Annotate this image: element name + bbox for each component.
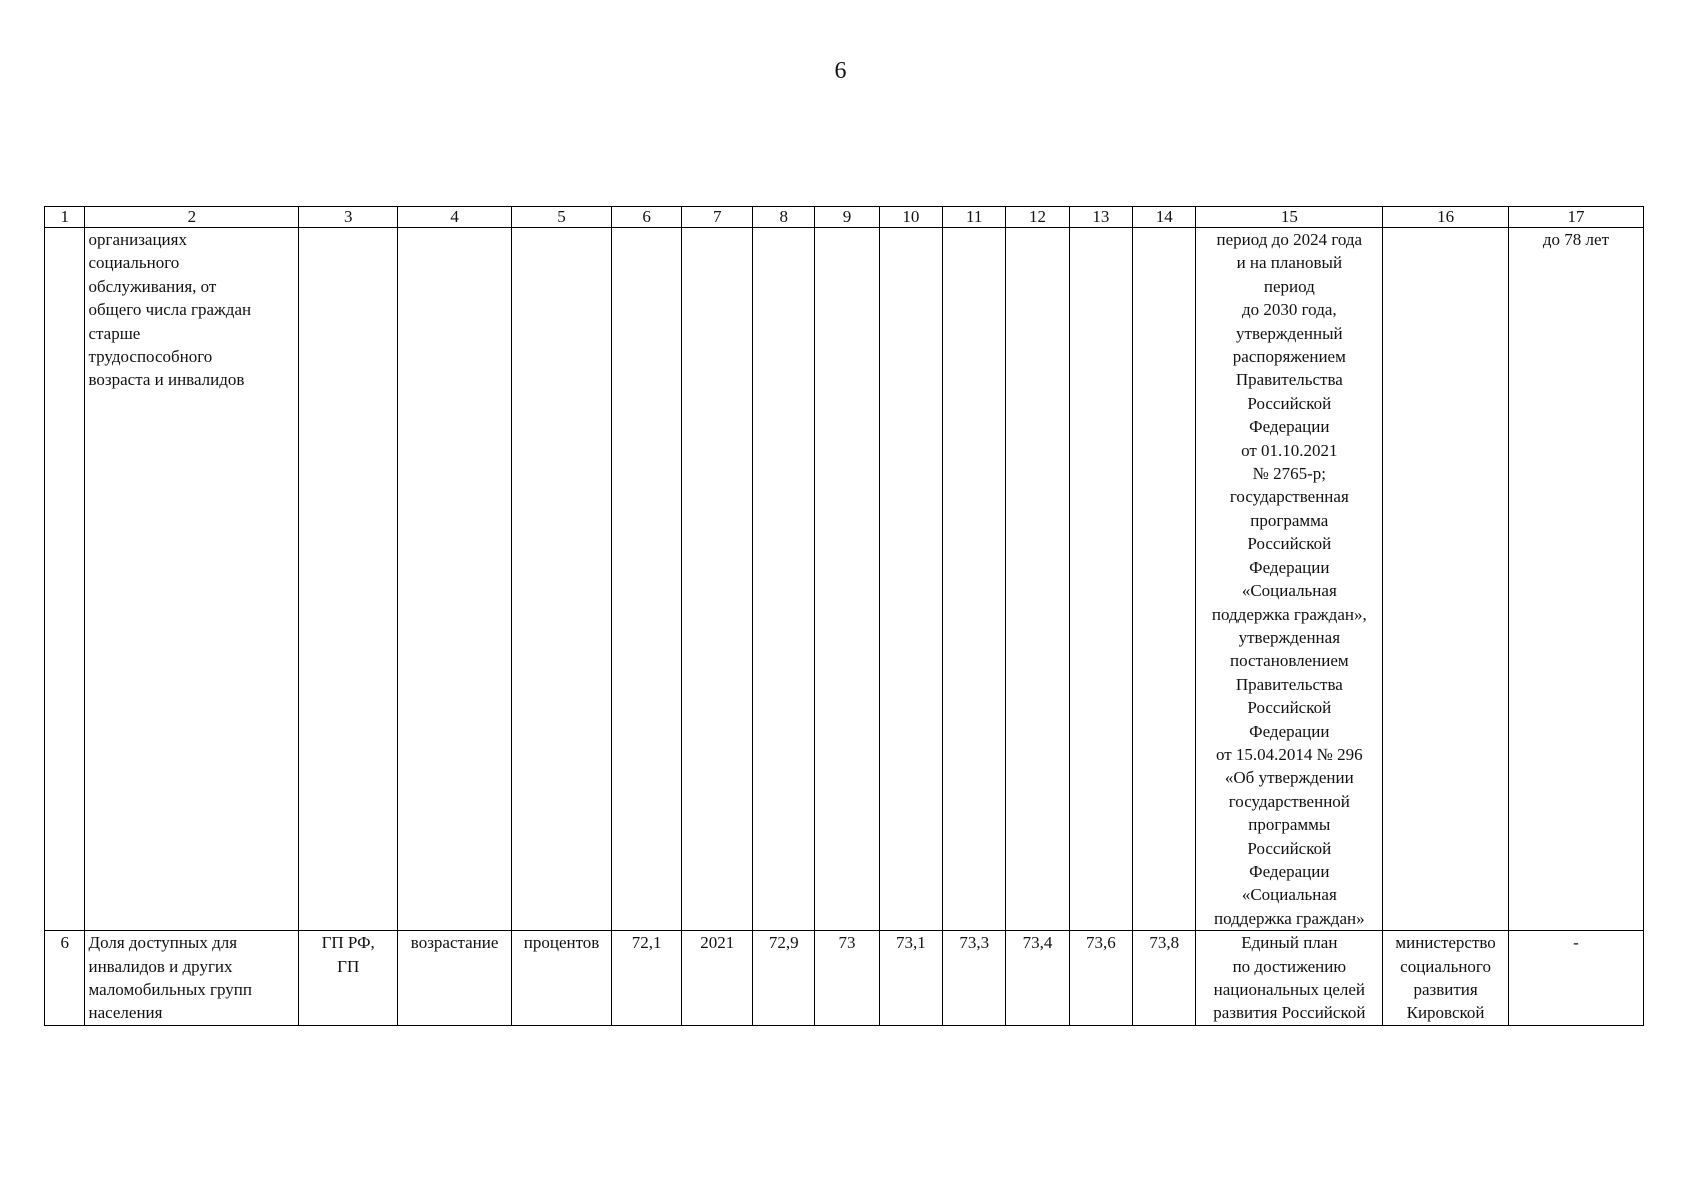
cell-line: Российской <box>1247 698 1332 718</box>
column-number: 6 <box>611 207 682 228</box>
cell-line: социального <box>88 253 180 273</box>
year-cell <box>682 228 753 931</box>
table-row <box>45 228 1644 931</box>
cell-line: социального <box>1400 956 1491 976</box>
cell-line: Российской <box>1247 534 1332 554</box>
column-number: 17 <box>1508 207 1643 228</box>
cell-line: и на плановый <box>1236 253 1343 273</box>
cell-line: ГП РФ, <box>321 933 375 953</box>
table-row <box>45 931 1644 1026</box>
cell-line: Российской <box>1247 393 1332 413</box>
trend-cell: возрастание <box>398 931 512 1026</box>
cell-line: инвалидов и других <box>88 956 233 976</box>
trend-cell <box>398 228 512 931</box>
column-number: 9 <box>815 207 879 228</box>
value-cell: 72,9 <box>753 931 815 1026</box>
row-number-cell <box>45 228 85 931</box>
unit-cell: процентов <box>512 931 612 1026</box>
value-cell <box>1133 228 1196 931</box>
column-number: 10 <box>879 207 942 228</box>
column-number: 15 <box>1196 207 1383 228</box>
cell-line: Доля доступных для <box>88 933 238 953</box>
cell-line: «Об утверждении <box>1224 768 1354 788</box>
cell-line: Федерации <box>1249 417 1330 437</box>
cell-line: Правительства <box>1235 370 1343 390</box>
cell-line: организациях <box>88 230 187 249</box>
cell-line: период до 2024 года <box>1216 230 1363 249</box>
cell-line: старше <box>88 323 141 343</box>
value-cell <box>879 228 942 931</box>
row-number-cell: 6 <box>45 931 85 1026</box>
value-cell <box>1069 228 1132 931</box>
column-number: 4 <box>398 207 512 228</box>
cell-line: населения <box>88 1003 163 1023</box>
cell-line: развития <box>1413 980 1478 999</box>
indicator-table <box>44 206 1644 1026</box>
cell-line: программа <box>1250 510 1329 530</box>
cell-line: общего числа граждан <box>88 300 252 320</box>
cell-line: Федерации <box>1249 861 1330 881</box>
cell-line: Федерации <box>1249 721 1330 741</box>
value-cell <box>943 228 1006 931</box>
note-cell: до 78 лет <box>1508 228 1643 931</box>
cell-line: маломобильных групп <box>88 980 252 999</box>
cell-line: государственная <box>1229 487 1349 507</box>
responsible-cell <box>1383 228 1509 931</box>
column-number-row <box>45 207 1644 228</box>
cell-line: от 15.04.2014 № 296 <box>1215 744 1363 764</box>
cell-line: обслуживания, от <box>88 276 217 296</box>
cell-line: «Социальная <box>1241 581 1337 601</box>
column-number: 14 <box>1133 207 1196 228</box>
column-number: 3 <box>299 207 398 228</box>
value-cell <box>1006 228 1069 931</box>
page-number: 6 <box>834 58 847 84</box>
note-cell: - <box>1508 931 1643 1026</box>
cell-line: развития Российской <box>1213 1003 1366 1023</box>
document-cell <box>1196 228 1383 931</box>
value-cell <box>611 228 682 931</box>
value-cell <box>753 228 815 931</box>
cell-line: национальных целей <box>1213 980 1366 999</box>
cell-line: распоряжением <box>1232 347 1346 367</box>
cell-line: возраста и инвалидов <box>88 370 245 390</box>
cell-line: государственной <box>1228 791 1350 811</box>
cell-line: № 2765-р; <box>1252 464 1326 484</box>
responsible-cell <box>1383 931 1509 1026</box>
indicator-name-cell <box>85 931 299 1026</box>
column-number: 8 <box>753 207 815 228</box>
value-cell: 73,3 <box>943 931 1006 1026</box>
cell-line: утвержденный <box>1236 323 1343 343</box>
cell-line: ГП <box>337 956 360 976</box>
cell-line: до 2030 года, <box>1241 300 1337 320</box>
document-cell <box>1196 931 1383 1026</box>
value-cell: 73,1 <box>879 931 942 1026</box>
cell-line: постановлением <box>1229 651 1349 671</box>
cell-line: утвержденная <box>1238 627 1341 647</box>
cell-line: по достижению <box>1232 956 1347 976</box>
column-number: 12 <box>1006 207 1069 228</box>
value-cell <box>815 228 879 931</box>
value-cell: 72,1 <box>611 931 682 1026</box>
cell-line: Правительства <box>1235 674 1343 694</box>
column-number: 13 <box>1069 207 1132 228</box>
cell-line: трудоспособного <box>88 347 213 367</box>
cell-line: программы <box>1248 815 1331 835</box>
value-cell: 73,4 <box>1006 931 1069 1026</box>
column-number: 16 <box>1383 207 1509 228</box>
cell-line: министерство <box>1395 933 1496 953</box>
cell-line: Российской <box>1247 838 1332 858</box>
level-cell <box>299 931 398 1026</box>
column-number: 2 <box>85 207 299 228</box>
cell-line: Единый план <box>1241 933 1338 953</box>
value-cell: 73 <box>815 931 879 1026</box>
cell-line: поддержка граждан», <box>1211 604 1367 624</box>
cell-line: Федерации <box>1249 557 1330 577</box>
cell-line: период <box>1263 276 1315 296</box>
year-cell: 2021 <box>682 931 753 1026</box>
indicator-name-cell <box>85 228 299 931</box>
cell-line: поддержка граждан» <box>1214 908 1365 928</box>
column-number: 5 <box>512 207 612 228</box>
level-cell <box>299 228 398 931</box>
unit-cell <box>512 228 612 931</box>
column-number: 11 <box>943 207 1006 228</box>
column-number: 7 <box>682 207 753 228</box>
value-cell: 73,6 <box>1069 931 1132 1026</box>
cell-line: от 01.10.2021 <box>1241 440 1338 460</box>
cell-line: Кировской <box>1406 1003 1485 1023</box>
cell-line: «Социальная <box>1241 885 1337 905</box>
value-cell: 73,8 <box>1133 931 1196 1026</box>
column-number: 1 <box>45 207 85 228</box>
